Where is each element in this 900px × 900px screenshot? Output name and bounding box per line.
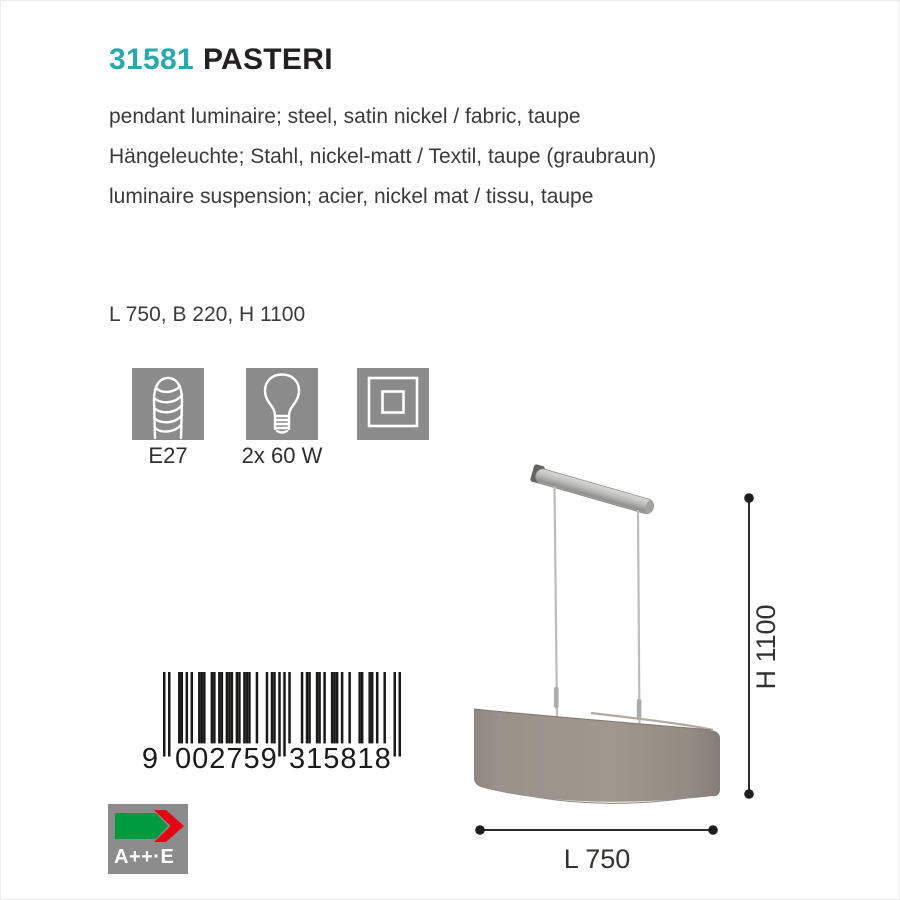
- length-dimension-label: L 750: [563, 844, 631, 874]
- dimension-dot-left: [475, 825, 485, 835]
- barcode-digits-right: 315818: [289, 743, 392, 775]
- energy-label-box: [108, 804, 188, 874]
- product-name: PASTERI: [202, 43, 333, 76]
- product-sku: 31581: [109, 43, 194, 76]
- energy-class-text: A++·E: [114, 846, 175, 868]
- height-dimension-label: H 1100: [751, 604, 781, 690]
- socket-label: E27: [148, 443, 188, 468]
- barcode-digit-prefix: 9: [141, 743, 159, 775]
- cable-grip-left: [554, 687, 559, 708]
- canopy-bar: [530, 464, 656, 516]
- description-fr: luminaire suspension; acier, nickel mat / tissu, taupe: [109, 185, 594, 208]
- product-descriptions: [109, 97, 656, 217]
- incandescent-bulb-icon: [246, 368, 318, 440]
- e27-screw-base-icon: [132, 368, 204, 440]
- dimension-dot-bottom: [744, 789, 754, 799]
- protection-class-ii-icon: [357, 368, 429, 440]
- dimension-dot-top: [744, 493, 754, 503]
- suspension-cable-right: [638, 510, 640, 731]
- wattage-label: 2x 60 W: [241, 443, 323, 468]
- dimension-dot-right: [708, 825, 718, 835]
- suspension-cable-left: [555, 486, 558, 718]
- cable-grip-right: [637, 699, 642, 720]
- barcode: [135, 670, 407, 782]
- dimensions-text: L 750, B 220, H 1100: [109, 303, 306, 326]
- description-de: Hängeleuchte; Stahl, nickel-matt / Textil, taupe (graubraun): [109, 145, 657, 168]
- description-en: pendant luminaire; steel, satin nickel / fabric, taupe: [109, 105, 581, 128]
- product-diagram: [441, 441, 801, 881]
- barcode-digits-left: 002759: [175, 743, 278, 775]
- lampshade: [474, 709, 720, 803]
- product-title: [109, 43, 333, 77]
